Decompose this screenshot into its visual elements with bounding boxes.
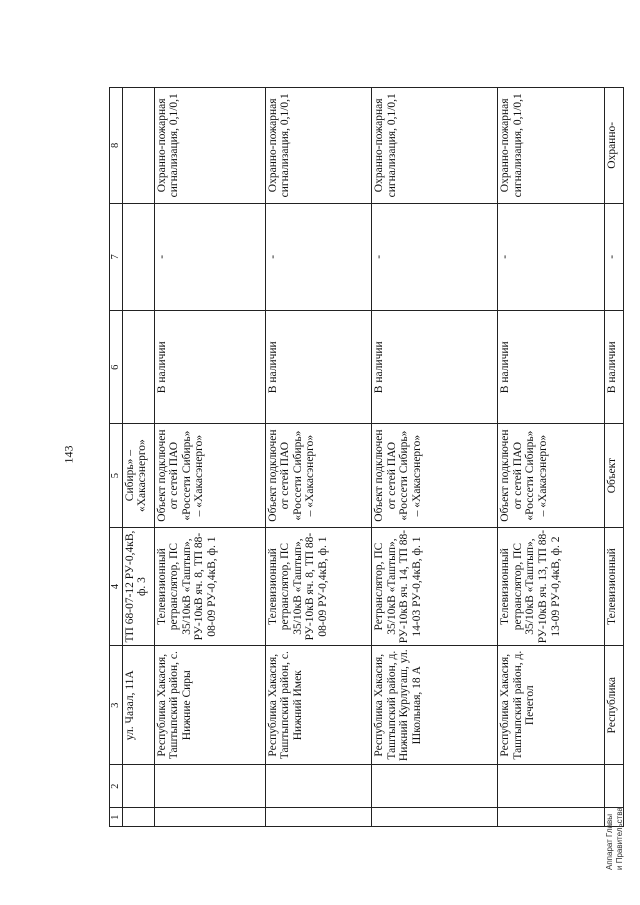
cell-connection: Сибирь» – «Хакасэнерго» (122, 424, 154, 527)
table-header-row (110, 88, 123, 827)
cell-availability: В наличии (372, 310, 498, 424)
header-cell: 6 (110, 310, 123, 424)
header-cell: 3 (110, 646, 123, 765)
cell-address: Республика Хакасия, Таштыпский район, с. Нижние Сиры (154, 646, 265, 765)
cell-security: Охранно-пожарная сигнализация, 0,1/0,1 (372, 88, 498, 204)
cell-security: Охранно-пожарная сигнализация, 0,1/0,1 (498, 88, 605, 204)
cell-security: Охранно-пожарная сигнализация, 0,1/0,1 (265, 88, 372, 204)
cell-security: Охранно- (604, 88, 623, 204)
cell-power-source: Телевизионный ретранслятор, ПС 35/10кВ «Таштып», РУ-10кВ яч. 8, ТП 88-08-09 РУ-0,4кВ, ф. 1 (154, 527, 265, 646)
cell-num (122, 808, 154, 827)
table-row (498, 88, 605, 827)
table-row (604, 88, 623, 827)
cell-availability: В наличии (265, 310, 372, 424)
table-row (372, 88, 498, 827)
cell-name (265, 765, 372, 808)
cell-col7: - (604, 203, 623, 310)
cell-name (154, 765, 265, 808)
cell-num (498, 808, 605, 827)
header-cell: 1 (110, 808, 123, 827)
facilities-table (109, 87, 624, 827)
cell-col7: - (265, 203, 372, 310)
cell-col7: - (498, 203, 605, 310)
cell-availability: В наличии (604, 310, 623, 424)
cell-connection: Объект подключен от сетей ПАО «Россети Сибирь» – «Хакасэнерго» (498, 424, 605, 527)
cell-availability: В наличии (154, 310, 265, 424)
header-cell: 4 (110, 527, 123, 646)
cell-name (122, 765, 154, 808)
margin-stamp-line: Аппарат Главы (605, 813, 614, 870)
cell-security: Охранно-пожарная сигнализация, 0,1/0,1 (154, 88, 265, 204)
cell-address: Республика Хакасия, Таштыпский район, с. Нижний Имек (265, 646, 372, 765)
cell-connection: Объект (604, 424, 623, 527)
table-row (265, 88, 372, 827)
table-row (122, 88, 154, 827)
rotated-table-container (109, 87, 624, 827)
header-cell: 8 (110, 88, 123, 204)
cell-name (498, 765, 605, 808)
cell-power-source: ТП 68-07-12 РУ-0,4кВ, ф. 3 (122, 527, 154, 646)
cell-address: Республика (604, 646, 623, 765)
cell-address: Республика Хакасия, Таштыпский район, д. Нижний Курлугаш, ул. Школьная, 18 А (372, 646, 498, 765)
page-number: 143 (61, 445, 76, 464)
cell-num (265, 808, 372, 827)
cell-col7: - (154, 203, 265, 310)
cell-power-source: Телевизионный ретранслятор, ПС 35/10кВ «Таштып», РУ-10кВ яч. 8, ТП 88-08-09 РУ-0,4кВ, ф. 1 (265, 527, 372, 646)
margin-stamp-line: и Правительства (614, 807, 624, 870)
cell-name (372, 765, 498, 808)
cell-num (154, 808, 265, 827)
cell-address: Республика Хакасия, Таштыпский район, д. Печегол (498, 646, 605, 765)
cell-availability: В наличии (498, 310, 605, 424)
cell-connection: Объект подключен от сетей ПАО «Россети Сибирь» – «Хакасэнерго» (372, 424, 498, 527)
table-row (154, 88, 265, 827)
cell-col7 (122, 203, 154, 310)
cell-col7: - (372, 203, 498, 310)
cell-power-source: Ретранслятор, ПС 35/10кВ «Таштып», РУ-10кВ яч. 14, ТП 88-14-03 РУ-0,4кВ, ф. 1 (372, 527, 498, 646)
cell-connection: Объект подключен от сетей ПАО «Россети Сибирь» – «Хакасэнерго» (154, 424, 265, 527)
margin-stamp-text (605, 750, 624, 870)
cell-address: ул. Чазал, 11А (122, 646, 154, 765)
cell-security (122, 88, 154, 204)
cell-num (372, 808, 498, 827)
cell-connection: Объект подключен от сетей ПАО «Россети Сибирь» – «Хакасэнерго» (265, 424, 372, 527)
header-cell: 2 (110, 765, 123, 808)
cell-availability (122, 310, 154, 424)
cell-power-source: Телевизионный ретранслятор, ПС 35/10кВ «Таштып», РУ-10кВ яч. 13, ТП 88-13-09 РУ-0,4кВ, ф. 2 (498, 527, 605, 646)
header-cell: 5 (110, 424, 123, 527)
cell-power-source: Телевизионный (604, 527, 623, 646)
header-cell: 7 (110, 203, 123, 310)
